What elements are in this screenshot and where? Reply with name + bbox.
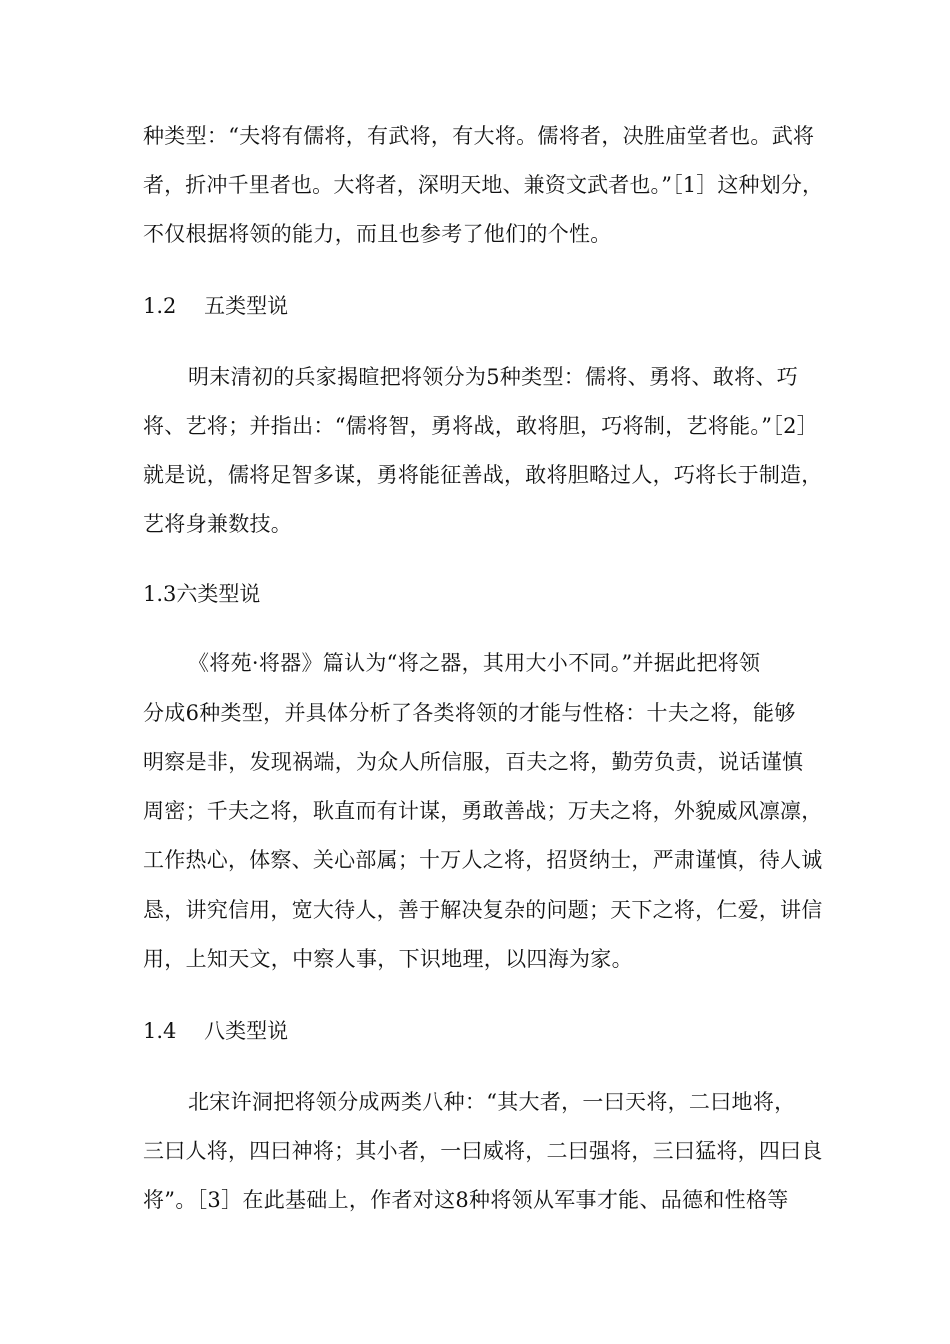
- paragraph-line: 不仅根据将领的能力，而且也参考了他们的个性。: [143, 222, 612, 246]
- paragraph-line: 将”。［3］在此基础上，作者对这8种将领从军事才能、品德和性格等: [143, 1188, 789, 1212]
- paragraph-line: 者，折冲千里者也。大将者，深明天地、兼资文武者也。”［1］这种划分，: [143, 173, 824, 197]
- paragraph-line: 用，上知天文，中察人事，下识地理，以四海为家。: [143, 947, 633, 971]
- paragraph-line: 周密；千夫之将，耿直而有计谋，勇敢善战；万夫之将，外貌威风凛凛，: [143, 799, 823, 823]
- paragraph-line: 北宋许洞把将领分成两类八种：“其大者，一曰天将，二曰地将，: [188, 1090, 796, 1114]
- section-heading-1-4: 1.4 八类型说: [143, 1019, 289, 1043]
- paragraph-line: 分成6种类型，并具体分析了各类将领的才能与性格：十夫之将，能够: [143, 701, 796, 725]
- paragraph-line: 明末清初的兵家揭暄把将领分为5种类型：儒将、勇将、敢将、巧: [188, 365, 799, 389]
- paragraph-line: 种类型：“夫将有儒将，有武将，有大将。儒将者，决胜庙堂者也。武将: [143, 124, 815, 148]
- paragraph-line: 三曰人将，四曰神将；其小者，一曰威将，二曰强将，三曰猛将，四曰良: [143, 1139, 823, 1163]
- paragraph-line: 艺将身兼数技。: [143, 512, 293, 536]
- section-heading-1-3: 1.3六类型说: [143, 582, 261, 606]
- paragraph-line: 明察是非，发现祸端，为众人所信服，百夫之将，勤劳负责，说话谨慎: [143, 750, 804, 774]
- paragraph-line: 就是说，儒将足智多谋，勇将能征善战，敢将胆略过人，巧将长于制造，: [143, 463, 823, 487]
- paragraph-line: 恳，讲究信用，宽大待人，善于解决复杂的问题；天下之将，仁爱，讲信: [143, 898, 823, 922]
- section-heading-1-2: 1.2 五类型说: [143, 294, 289, 318]
- paragraph-line: 将、艺将；并指出：“儒将智，勇将战，敢将胆，巧将制，艺将能。”［2］: [143, 414, 819, 438]
- paragraph-line: 工作热心，体察、关心部属；十万人之将，招贤纳士，严肃谨慎，待人诚: [143, 848, 823, 872]
- paragraph-line: 《将苑·将器》篇认为“将之器，其用大小不同。”并据此把将领: [188, 651, 761, 675]
